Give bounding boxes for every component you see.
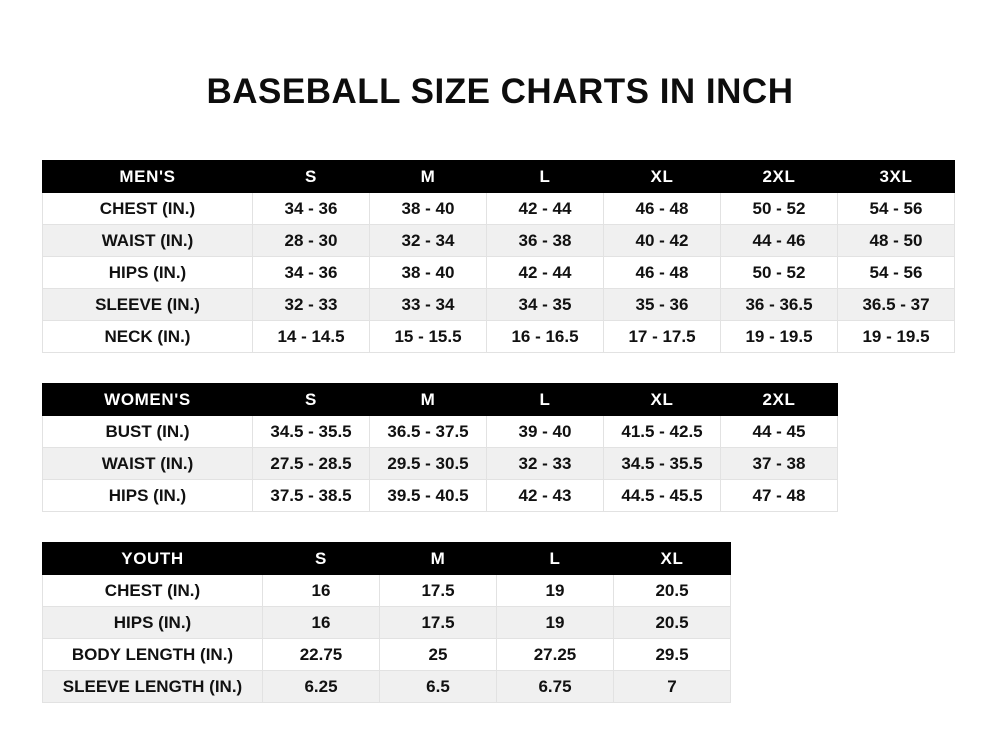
column-header: 2XL [721, 161, 838, 193]
table-row [43, 289, 955, 321]
cell: 54 - 56 [838, 257, 955, 289]
cell: 27.25 [497, 639, 614, 671]
cell: 15 - 15.5 [370, 321, 487, 353]
cell: 17 - 17.5 [604, 321, 721, 353]
cell: 36.5 - 37 [838, 289, 955, 321]
row-label: SLEEVE LENGTH (IN.) [43, 671, 263, 703]
column-header: XL [614, 543, 731, 575]
table-row [43, 480, 838, 512]
cell: 7 [614, 671, 731, 703]
cell: 6.75 [497, 671, 614, 703]
cell: 16 [263, 575, 380, 607]
womens-size-table [42, 383, 838, 512]
table-header-row [43, 161, 955, 193]
mens-size-table [42, 160, 955, 353]
table-row [43, 448, 838, 480]
size-tables-container [0, 160, 1000, 703]
cell: 35 - 36 [604, 289, 721, 321]
column-header: 3XL [838, 161, 955, 193]
table-row [43, 257, 955, 289]
cell: 32 - 33 [253, 289, 370, 321]
table-row [43, 671, 731, 703]
cell: 19 - 19.5 [838, 321, 955, 353]
column-header: M [370, 161, 487, 193]
table-row [43, 193, 955, 225]
cell: 34 - 35 [487, 289, 604, 321]
cell: 39.5 - 40.5 [370, 480, 487, 512]
cell: 28 - 30 [253, 225, 370, 257]
cell: 36 - 38 [487, 225, 604, 257]
cell: 29.5 [614, 639, 731, 671]
cell: 46 - 48 [604, 193, 721, 225]
cell: 50 - 52 [721, 193, 838, 225]
cell: 16 - 16.5 [487, 321, 604, 353]
cell: 34 - 36 [253, 193, 370, 225]
cell: 38 - 40 [370, 193, 487, 225]
column-header: XL [604, 384, 721, 416]
column-header: S [253, 384, 370, 416]
table-row [43, 607, 731, 639]
cell: 25 [380, 639, 497, 671]
table-row [43, 639, 731, 671]
cell: 19 - 19.5 [721, 321, 838, 353]
cell: 19 [497, 607, 614, 639]
cell: 41.5 - 42.5 [604, 416, 721, 448]
row-label: WAIST (IN.) [43, 225, 253, 257]
cell: 20.5 [614, 607, 731, 639]
column-header: 2XL [721, 384, 838, 416]
cell: 6.25 [263, 671, 380, 703]
table-row [43, 321, 955, 353]
row-label: NECK (IN.) [43, 321, 253, 353]
cell: 40 - 42 [604, 225, 721, 257]
cell: 39 - 40 [487, 416, 604, 448]
cell: 6.5 [380, 671, 497, 703]
cell: 33 - 34 [370, 289, 487, 321]
cell: 32 - 33 [487, 448, 604, 480]
row-label: HIPS (IN.) [43, 480, 253, 512]
cell: 47 - 48 [721, 480, 838, 512]
cell: 17.5 [380, 607, 497, 639]
cell: 32 - 34 [370, 225, 487, 257]
cell: 50 - 52 [721, 257, 838, 289]
column-header: L [487, 384, 604, 416]
column-header: WOMEN'S [43, 384, 253, 416]
cell: 20.5 [614, 575, 731, 607]
row-label: HIPS (IN.) [43, 257, 253, 289]
column-header: L [487, 161, 604, 193]
row-label: CHEST (IN.) [43, 193, 253, 225]
row-label: BUST (IN.) [43, 416, 253, 448]
table-row [43, 225, 955, 257]
cell: 37.5 - 38.5 [253, 480, 370, 512]
cell: 44 - 45 [721, 416, 838, 448]
cell: 19 [497, 575, 614, 607]
cell: 36.5 - 37.5 [370, 416, 487, 448]
cell: 46 - 48 [604, 257, 721, 289]
cell: 36 - 36.5 [721, 289, 838, 321]
row-label: HIPS (IN.) [43, 607, 263, 639]
cell: 34.5 - 35.5 [253, 416, 370, 448]
cell: 34 - 36 [253, 257, 370, 289]
page-title: BASEBALL SIZE CHARTS IN INCH [206, 72, 794, 111]
row-label: BODY LENGTH (IN.) [43, 639, 263, 671]
column-header: YOUTH [43, 543, 263, 575]
column-header: S [253, 161, 370, 193]
cell: 29.5 - 30.5 [370, 448, 487, 480]
cell: 42 - 44 [487, 257, 604, 289]
column-header: M [370, 384, 487, 416]
cell: 14 - 14.5 [253, 321, 370, 353]
table-header-row [43, 543, 731, 575]
row-label: WAIST (IN.) [43, 448, 253, 480]
column-header: M [380, 543, 497, 575]
column-header: MEN'S [43, 161, 253, 193]
cell: 22.75 [263, 639, 380, 671]
cell: 16 [263, 607, 380, 639]
cell: 48 - 50 [838, 225, 955, 257]
table-row [43, 416, 838, 448]
column-header: XL [604, 161, 721, 193]
cell: 42 - 43 [487, 480, 604, 512]
column-header: L [497, 543, 614, 575]
row-label: CHEST (IN.) [43, 575, 263, 607]
column-header: S [263, 543, 380, 575]
cell: 37 - 38 [721, 448, 838, 480]
row-label: SLEEVE (IN.) [43, 289, 253, 321]
cell: 44 - 46 [721, 225, 838, 257]
cell: 38 - 40 [370, 257, 487, 289]
table-row [43, 575, 731, 607]
table-header-row [43, 384, 838, 416]
youth-size-table [42, 542, 731, 703]
cell: 44.5 - 45.5 [604, 480, 721, 512]
cell: 54 - 56 [838, 193, 955, 225]
cell: 27.5 - 28.5 [253, 448, 370, 480]
cell: 34.5 - 35.5 [604, 448, 721, 480]
cell: 17.5 [380, 575, 497, 607]
cell: 42 - 44 [487, 193, 604, 225]
